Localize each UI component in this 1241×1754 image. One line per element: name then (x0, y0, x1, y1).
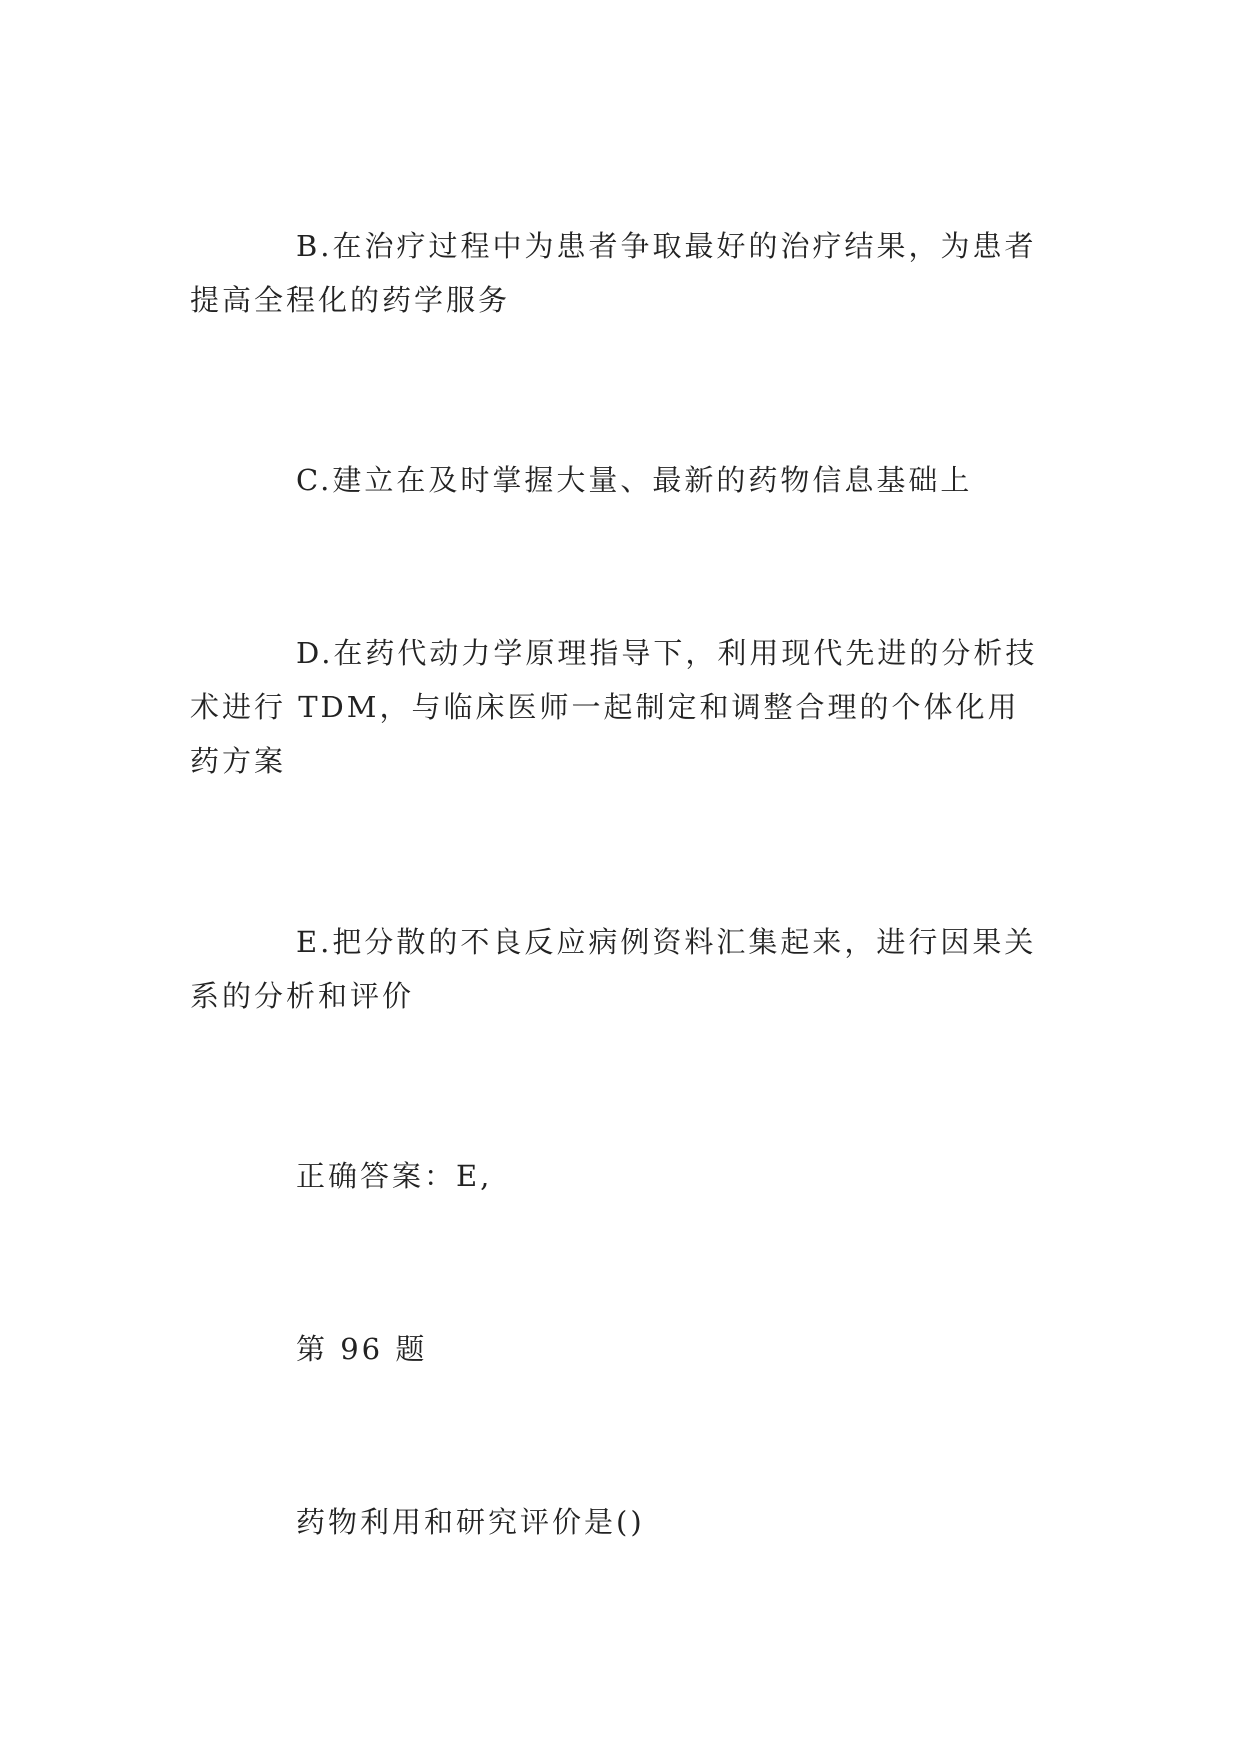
question-number: 第 96 题 (296, 1332, 428, 1366)
correct-answer: 正确答案：E, (296, 1159, 493, 1193)
option-d-text: D.在药代动力学原理指导下，利用现代先进的分析技术进行 TDM，与临床医师一起制定和调整合理的个体化用药方案 (190, 636, 1038, 778)
option-c-text: C.建立在及时掌握大量、最新的药物信息基础上 (296, 463, 973, 497)
option-e-text: E.把分散的不良反应病例资料汇集起来，进行因果关系的分析和评价 (190, 925, 1037, 1013)
question-text: 药物利用和研究评价是() (296, 1505, 645, 1539)
option-b-text: B.在治疗过程中为患者争取最好的治疗结果，为患者提高全程化的药学服务 (190, 229, 1037, 317)
